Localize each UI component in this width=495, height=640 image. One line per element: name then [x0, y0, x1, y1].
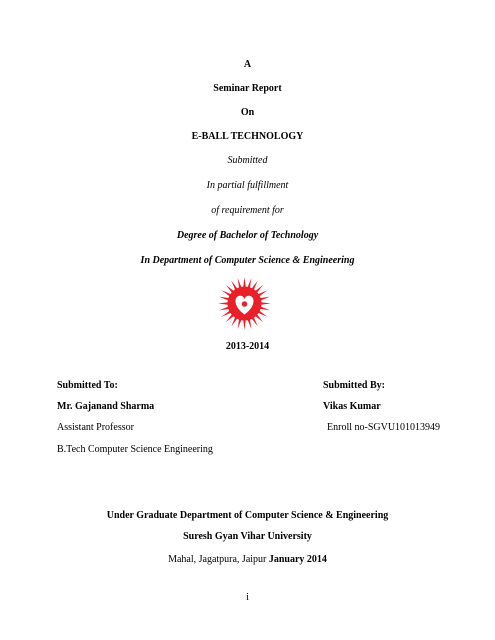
- supervisor-designation: Assistant Professor: [57, 422, 134, 433]
- submitted-text: Submitted: [227, 155, 268, 166]
- page-number: i: [246, 592, 249, 603]
- department-text: In Department of Computer Science & Engineering: [140, 255, 355, 266]
- student-name: Vikas Kumar: [323, 401, 381, 412]
- submitted-to-heading: Submitted To:: [57, 380, 118, 391]
- date-text: January 2014: [268, 554, 327, 565]
- supervisor-department: B.Tech Computer Science Engineering: [57, 444, 213, 455]
- requirement-text: of requirement for: [211, 205, 284, 216]
- enrollment-number: Enroll no-SGVU101013949: [327, 422, 441, 433]
- partial-fulfillment-text: In partial fulfillment: [206, 180, 289, 191]
- report-type: Seminar Report: [213, 83, 282, 94]
- university-name: Suresh Gyan Vihar University: [183, 531, 312, 542]
- report-topic: E-BALL TECHNOLOGY: [191, 131, 304, 142]
- university-logo-icon: [217, 276, 272, 331]
- session-years: 2013-2014: [225, 341, 270, 352]
- supervisor-name: Mr. Gajanand Sharma: [57, 401, 155, 412]
- address-text: Mahal, Jagatpura, Jaipur: [168, 554, 269, 565]
- submitted-by-heading: Submitted By:: [323, 380, 385, 391]
- title-article: A: [243, 59, 252, 70]
- footer-department: Under Graduate Department of Computer Science & Engineering: [106, 510, 389, 521]
- address-line: [0, 554, 495, 566]
- degree-text: Degree of Bachelor of Technology: [176, 230, 319, 241]
- title-on: On: [240, 107, 255, 118]
